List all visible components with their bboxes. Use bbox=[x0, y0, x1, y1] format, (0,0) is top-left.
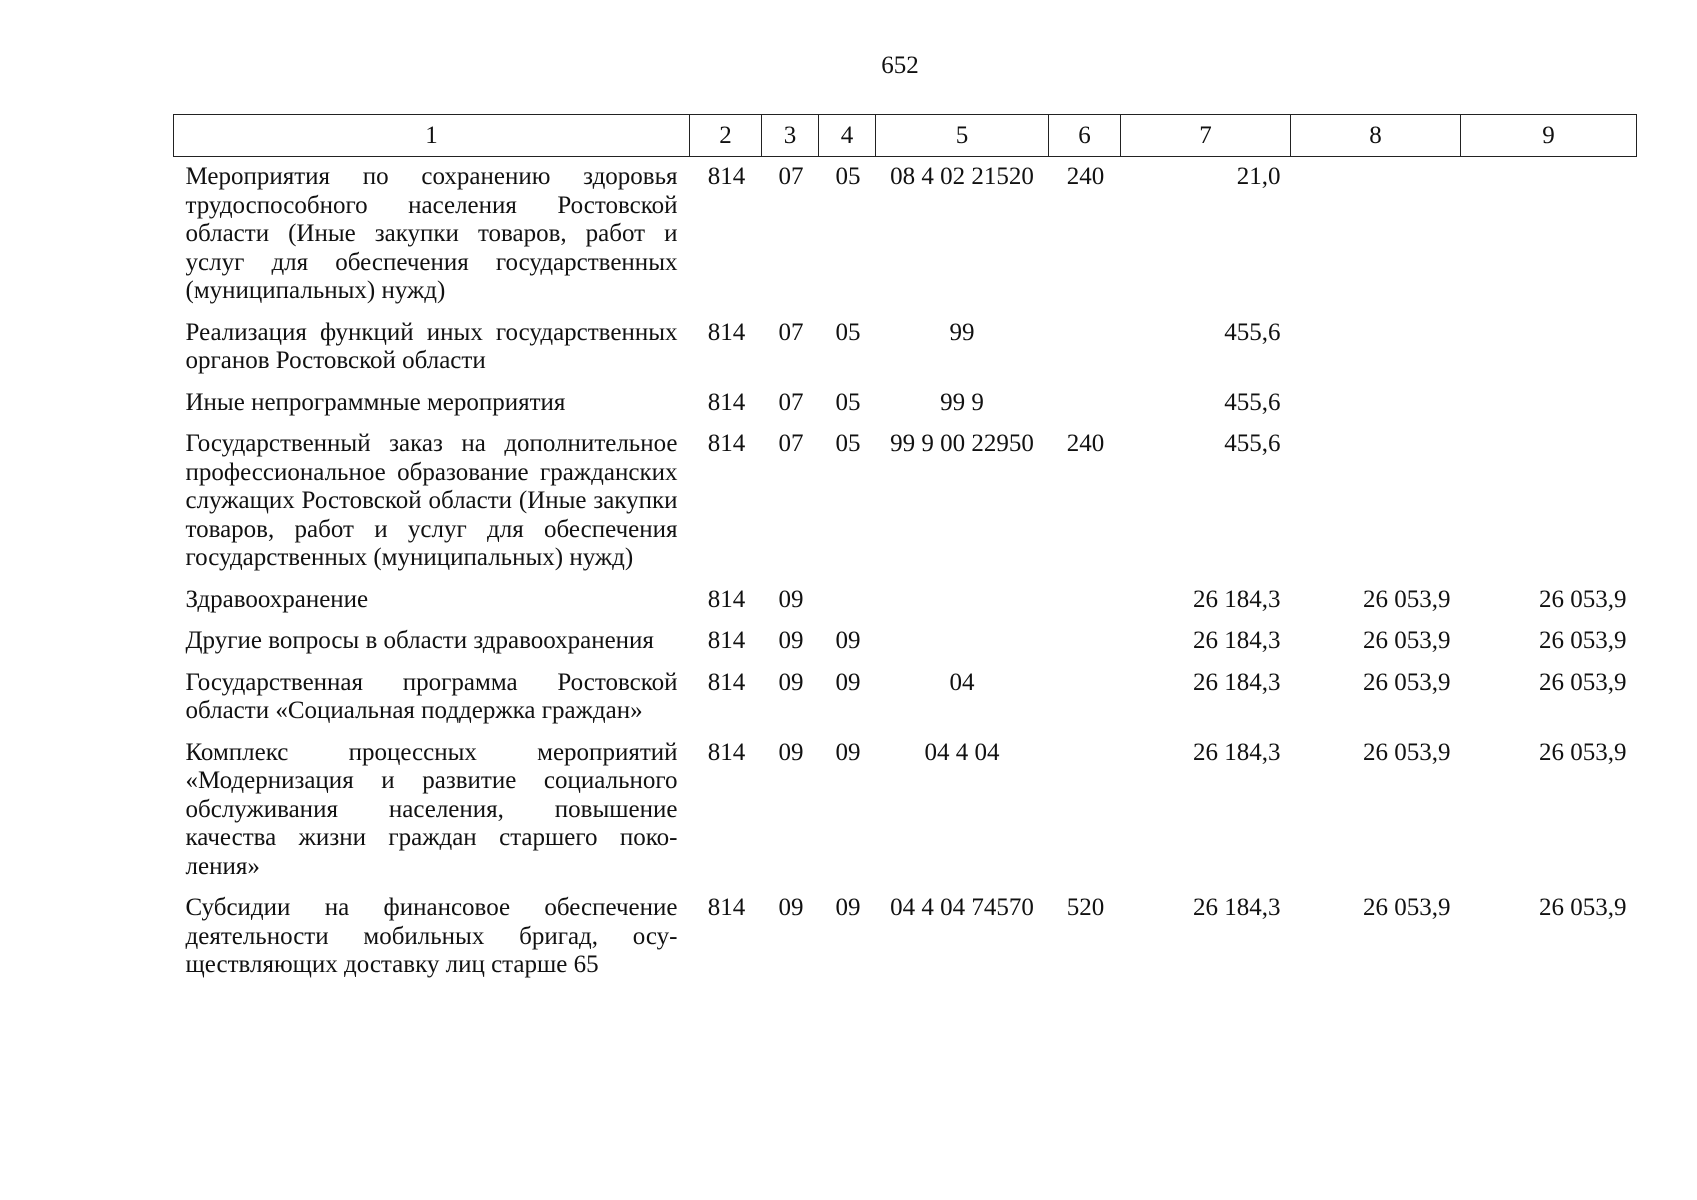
cell-amount-7: 26 184,3 bbox=[1193, 738, 1281, 766]
cell-amount-7: 21,0 bbox=[1236, 163, 1281, 190]
cell-section-code: 07 bbox=[778, 430, 804, 457]
cell-ministry-code: 814 bbox=[707, 163, 746, 190]
cell-expense-type bbox=[1049, 621, 1121, 663]
budget-table bbox=[173, 114, 1637, 987]
cell-amount-8 bbox=[1291, 424, 1461, 580]
column-header-2: 2 bbox=[690, 115, 762, 157]
cell-amount-8 bbox=[1291, 313, 1461, 383]
cell-amount-7: 455,6 bbox=[1224, 430, 1281, 457]
cell-expense-type: 240 bbox=[1066, 430, 1105, 457]
cell-subsection-code: 05 bbox=[835, 430, 861, 457]
row-name: Иные непрограммные мероприятия bbox=[185, 388, 566, 416]
cell-expense-type: 520 bbox=[1066, 894, 1105, 921]
table-row bbox=[174, 888, 1637, 987]
table-body bbox=[174, 157, 1637, 987]
cell-target-article: 04 bbox=[949, 668, 975, 696]
cell-section-code: 07 bbox=[778, 318, 804, 346]
cell-ministry-code: 814 bbox=[707, 585, 746, 613]
column-header-5: 5 bbox=[876, 115, 1049, 157]
page-number: 652 bbox=[881, 52, 919, 79]
header-row bbox=[174, 115, 1637, 157]
table-row bbox=[174, 580, 1637, 622]
cell-amount-8: 26 053,9 bbox=[1363, 738, 1451, 766]
cell-subsection-code: 05 bbox=[835, 388, 861, 416]
cell-target-article: 04 4 04 bbox=[924, 738, 1000, 766]
row-name: Государственный заказ на дополнительное профессиональное образование гражданских служащих Ростовской области (Иные закупки товаров, работ и услуг для обеспечения государственных (муниципальных) нужд) bbox=[185, 430, 678, 571]
cell-section-code: 09 bbox=[778, 894, 804, 921]
cell-amount-9 bbox=[1461, 383, 1637, 425]
cell-amount-9: 26 053,9 bbox=[1539, 627, 1627, 654]
row-name: Другие вопросы в области здравоохранения bbox=[185, 627, 654, 654]
cell-ministry-code: 814 bbox=[707, 627, 746, 654]
cell-amount-7: 26 184,3 bbox=[1193, 894, 1281, 921]
table-row bbox=[174, 383, 1637, 425]
cell-subsection-code: 09 bbox=[835, 627, 861, 654]
cell-amount-7: 26 184,3 bbox=[1193, 627, 1281, 654]
table-header bbox=[174, 115, 1637, 157]
cell-amount-7: 26 184,3 bbox=[1193, 668, 1281, 696]
cell-amount-8: 26 053,9 bbox=[1363, 894, 1451, 921]
cell-section-code: 07 bbox=[778, 388, 804, 416]
cell-amount-8 bbox=[1291, 383, 1461, 425]
cell-amount-9: 26 053,9 bbox=[1539, 738, 1627, 766]
cell-ministry-code: 814 bbox=[707, 738, 746, 766]
row-name: Субсидии на финансовое обеспечение деятельности мобильных бригад, осуществляющих доставку лиц старше 65 bbox=[185, 894, 678, 978]
cell-amount-8: 26 053,9 bbox=[1363, 585, 1451, 613]
cell-target-article: 99 bbox=[949, 318, 975, 346]
row-name: Комплекс процессных мероприятий «Модернизация и развитие социального обслуживания населения, повышение качества жизни граждан старшего поколения» bbox=[185, 738, 678, 880]
cell-section-code: 09 bbox=[778, 668, 804, 696]
cell-amount-9: 26 053,9 bbox=[1539, 585, 1627, 613]
column-header-8: 8 bbox=[1291, 115, 1461, 157]
table-row bbox=[174, 313, 1637, 383]
cell-expense-type bbox=[1049, 663, 1121, 733]
table-row bbox=[174, 157, 1637, 313]
column-header-6: 6 bbox=[1049, 115, 1121, 157]
cell-amount-7: 455,6 bbox=[1224, 388, 1281, 416]
cell-subsection-code: 09 bbox=[835, 668, 861, 696]
cell-amount-8: 26 053,9 bbox=[1363, 668, 1451, 696]
cell-subsection-code: 09 bbox=[835, 738, 861, 766]
row-name: Реализация функций иных государственных органов Ростовской области bbox=[185, 318, 678, 374]
table-row bbox=[174, 424, 1637, 580]
cell-target-article: 99 9 bbox=[940, 388, 984, 416]
table-row bbox=[174, 663, 1637, 733]
table-row bbox=[174, 621, 1637, 663]
cell-ministry-code: 814 bbox=[707, 668, 746, 696]
cell-expense-type bbox=[1049, 313, 1121, 383]
cell-ministry-code: 814 bbox=[707, 894, 746, 921]
cell-target-article: 08 4 02 21520 bbox=[890, 163, 1034, 190]
cell-subsection-code: 05 bbox=[835, 318, 861, 346]
column-header-7: 7 bbox=[1121, 115, 1291, 157]
cell-amount-8 bbox=[1291, 157, 1461, 313]
cell-amount-7: 26 184,3 bbox=[1193, 585, 1281, 613]
row-name: Мероприятия по сохранению здоровья трудоспособного населения Ростовской области (Иные закупки товаров, работ и услуг для обеспечения государственных (муниципальных) нужд) bbox=[185, 163, 678, 304]
cell-section-code: 09 bbox=[778, 585, 804, 613]
cell-expense-type bbox=[1049, 580, 1121, 622]
cell-expense-type: 240 bbox=[1066, 163, 1105, 190]
row-name: Здравоохранение bbox=[185, 585, 369, 613]
row-name: Государственная программа Ростовской области «Социальная поддержка граждан» bbox=[185, 668, 678, 724]
cell-target-article bbox=[876, 621, 1049, 663]
cell-ministry-code: 814 bbox=[707, 318, 746, 346]
cell-target-article: 04 4 04 74570 bbox=[890, 894, 1034, 921]
column-header-9: 9 bbox=[1461, 115, 1637, 157]
cell-ministry-code: 814 bbox=[707, 430, 746, 457]
column-header-4: 4 bbox=[819, 115, 876, 157]
column-header-1: 1 bbox=[174, 115, 690, 157]
cell-ministry-code: 814 bbox=[707, 388, 746, 416]
cell-subsection-code bbox=[819, 580, 876, 622]
cell-amount-9: 26 053,9 bbox=[1539, 668, 1627, 696]
cell-amount-7: 455,6 bbox=[1224, 318, 1281, 346]
cell-section-code: 09 bbox=[778, 738, 804, 766]
cell-target-article: 99 9 00 22950 bbox=[890, 430, 1034, 457]
cell-target-article bbox=[876, 580, 1049, 622]
cell-subsection-code: 05 bbox=[835, 163, 861, 190]
cell-amount-9 bbox=[1461, 157, 1637, 313]
cell-amount-8: 26 053,9 bbox=[1363, 627, 1451, 654]
cell-expense-type bbox=[1049, 383, 1121, 425]
table-row bbox=[174, 733, 1637, 889]
cell-amount-9 bbox=[1461, 313, 1637, 383]
cell-section-code: 07 bbox=[778, 163, 804, 190]
cell-amount-9 bbox=[1461, 424, 1637, 580]
column-header-3: 3 bbox=[762, 115, 819, 157]
cell-amount-9: 26 053,9 bbox=[1539, 894, 1627, 921]
cell-expense-type bbox=[1049, 733, 1121, 889]
cell-subsection-code: 09 bbox=[835, 894, 861, 921]
cell-section-code: 09 bbox=[778, 627, 804, 654]
